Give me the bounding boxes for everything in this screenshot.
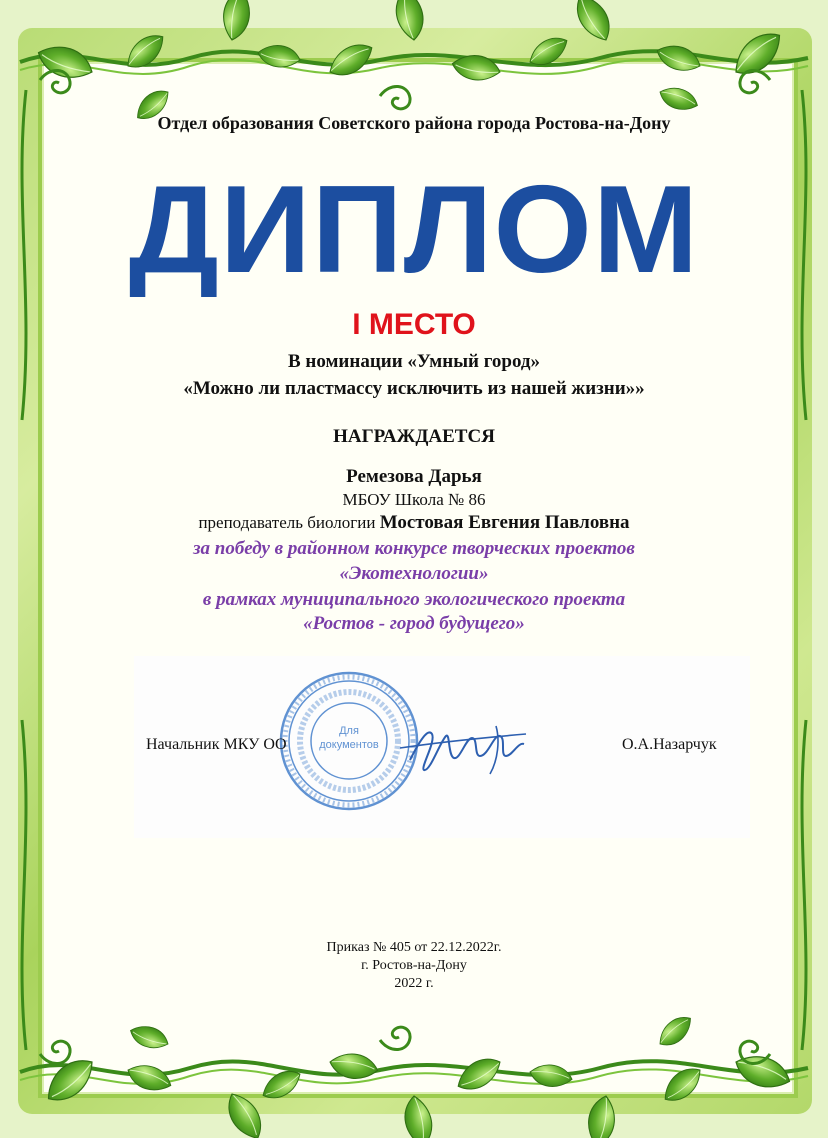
school-name: МБОУ Школа № 86 [342, 490, 486, 509]
reason-line-1: за победу в районном конкурсе творческих проектов [193, 538, 635, 559]
city: г. Ростов-на-Дону [361, 958, 467, 973]
recipient-name: Ремезова Дарья [346, 466, 482, 487]
issuer-header: Отдел образования Советского района города Ростова-на-Дону [157, 113, 671, 133]
stamp-text-top: Для [339, 725, 359, 737]
signatory-name: О.А.Назарчук [622, 736, 717, 753]
stamp-text-bottom: документов [319, 739, 379, 751]
nomination-line-1: В номинации «Умный город» [287, 351, 541, 372]
teacher-prefix: преподаватель биологии [198, 513, 376, 532]
reason-line-2: «Экотехнологии» [339, 563, 489, 584]
reason-line-3: в рамках муниципального экологического проекта [202, 589, 626, 610]
teacher-name: Мостовая Евгения Павловна [379, 512, 630, 533]
signatory-title: Начальник МКУ ОО [146, 736, 287, 753]
reason-line-4: «Ростов - город будущего» [303, 613, 525, 634]
order-number: Приказ № 405 от 22.12.2022г. [326, 940, 502, 955]
awarded-label: НАГРАЖДАЕТСЯ [333, 426, 495, 447]
year: 2022 г. [394, 976, 434, 991]
nomination-line-2: «Можно ли пластмассу исключить из нашей жизни»» [183, 378, 645, 399]
place-label: I МЕСТО [352, 308, 476, 341]
diploma-title: ДИПЛОМ [128, 161, 700, 299]
